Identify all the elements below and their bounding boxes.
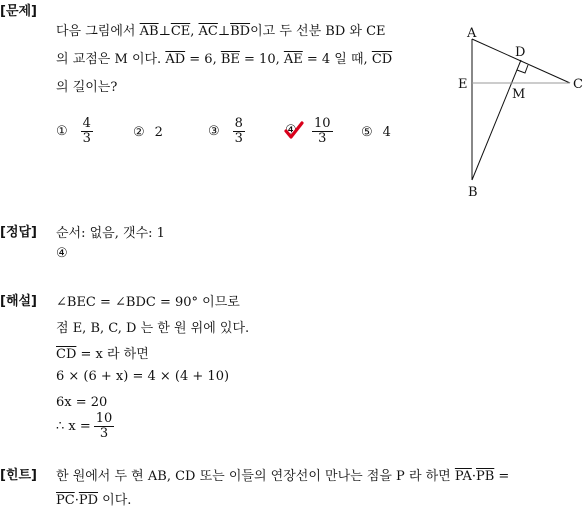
problem-line-3: 의 길이는?: [56, 80, 118, 95]
denominator: 3: [99, 425, 109, 441]
option-5[interactable]: [361, 125, 391, 140]
segment-pd: $\overline{PD}$: [78, 493, 99, 508]
answer-line-2: ④: [56, 246, 68, 261]
option-marker: ⑤: [361, 125, 373, 140]
option-4[interactable]: [285, 117, 336, 145]
option-value: 4: [382, 125, 391, 140]
explanation-tag: [해설]: [0, 294, 37, 309]
text: 이다.: [98, 493, 132, 508]
label-e: E: [458, 77, 468, 92]
segment-pc: $\overline{PC}$: [56, 493, 75, 508]
option-2[interactable]: [133, 125, 163, 140]
segment-ae: $\overline{AE}$: [283, 52, 303, 67]
fraction: [81, 117, 93, 145]
label-a: A: [467, 26, 477, 41]
fraction: [94, 412, 115, 440]
answer-tag: [정답]: [0, 225, 37, 240]
explanation-line-1: ∠BEC = ∠BDC = 90° 이므로: [56, 295, 240, 310]
text: ∴ x =: [56, 418, 91, 434]
hint-line-2: [56, 489, 131, 508]
numerator: 10: [314, 116, 331, 131]
explanation-line-5: 6x = 20: [56, 395, 108, 410]
check-icon: [283, 120, 305, 142]
perp-symbol: ⊥: [217, 24, 231, 39]
explanation-line-3: [56, 343, 149, 362]
text: = 10,: [239, 52, 284, 67]
option-marker: ②: [133, 125, 145, 140]
text: = 6,: [185, 52, 221, 67]
explanation-line-2: 점 E, B, C, D 는 한 원 위에 있다.: [56, 321, 250, 336]
text: 이고 두 선분 BD 와 CE: [250, 24, 386, 39]
text: 한 원에서 두 현 AB, CD 또는 이들의 연장선이 만나는 점을 P 라 하면: [56, 469, 455, 484]
segment-pa: $\overline{PA}$: [454, 469, 472, 484]
denominator: 3: [82, 130, 91, 146]
fraction: [233, 117, 245, 145]
explanation-line-6: [56, 412, 117, 440]
segment-be: $\overline{BE}$: [220, 52, 240, 67]
fraction: [312, 117, 333, 145]
segment-bd: $\overline{BD}$: [230, 24, 251, 39]
dot: ·: [74, 493, 79, 508]
option-1[interactable]: [56, 117, 96, 145]
problem-line-1: [56, 20, 386, 39]
text: = x 라 하면: [76, 347, 149, 362]
label-m: M: [512, 87, 526, 102]
segment-cd: $\overline{CD}$: [56, 347, 77, 362]
option-3[interactable]: [208, 117, 248, 145]
label-d: D: [515, 45, 526, 60]
option-marker: ④: [285, 123, 297, 139]
geometry-figure: [450, 22, 588, 204]
text: 의 교점은 M 이다.: [56, 52, 166, 67]
segment-pb: $\overline{PB}$: [475, 469, 495, 484]
segment-ce: $\overline{CE}$: [170, 24, 191, 39]
denominator: 3: [318, 130, 327, 146]
problem-line-2: [56, 48, 392, 67]
numerator: 4: [82, 116, 91, 131]
problem-tag: [문제]: [0, 4, 37, 19]
text: =: [494, 469, 510, 484]
option-value: 2: [154, 125, 163, 140]
segment-cd: $\overline{CD}$: [371, 52, 393, 67]
hint-tag: [힌트]: [0, 468, 37, 483]
segment-ac: $\overline{AC}$: [198, 24, 218, 39]
text: ,: [190, 24, 199, 39]
checked-marker: [285, 123, 301, 139]
answer-line-1: 순서: 없음, 갯수: 1: [56, 226, 165, 241]
dot: ·: [471, 469, 476, 484]
numerator: 8: [234, 116, 243, 131]
label-b: B: [468, 185, 478, 200]
segment-ab: $\overline{AB}$: [139, 24, 159, 39]
label-c: C: [573, 77, 583, 92]
option-marker: ③: [208, 123, 220, 139]
segment-ad: $\overline{AD}$: [165, 52, 186, 67]
hint-line-1: [56, 465, 509, 484]
denominator: 3: [234, 130, 243, 146]
option-marker: ①: [56, 123, 68, 139]
line-bd: [472, 60, 521, 180]
explanation-line-4: 6 × (6 + x) = 4 × (4 + 10): [56, 369, 230, 384]
perp-symbol: ⊥: [158, 24, 171, 39]
text: 다음 그림에서: [56, 24, 140, 39]
numerator: 10: [95, 411, 113, 426]
text: = 4 일 때,: [302, 52, 372, 67]
